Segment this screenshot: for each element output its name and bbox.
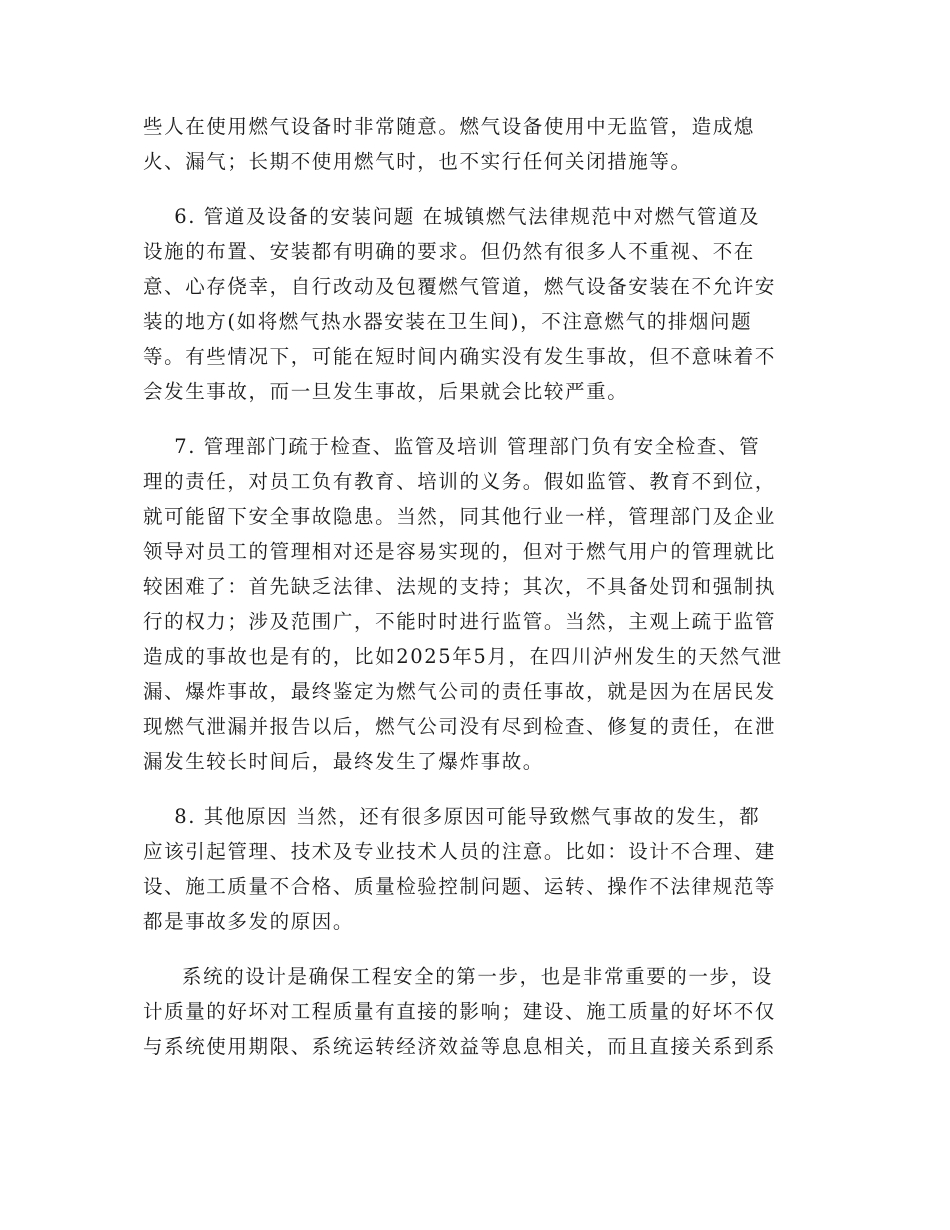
paragraph-1-line-1: 些人在使用燃气设备时非常随意。燃气设备使用中无监管，造成熄 <box>143 115 755 138</box>
paragraph-3-line-2: 理的责任，对员工负有教育、培训的义务。假如监管、教育不到位， <box>143 470 777 493</box>
paragraph-2-line-5: 等。有些情况下，可能在短时间内确实没有发生事故，但不意味着不 <box>143 345 777 368</box>
paragraph-3-line-7: 造成的事故也是有的，比如2025年5月，在四川泸州发生的天然气泄 <box>143 645 783 668</box>
paragraph-3-line-4: 领导对员工的管理相对还是容易实现的，但对于燃气用户的管理就比 <box>143 540 777 563</box>
paragraph-4-line-4: 都是事故多发的原因。 <box>143 910 355 933</box>
paragraph-2-line-6: 会发生事故，而一旦发生事故，后果就会比较严重。 <box>143 380 629 403</box>
paragraph-5-line-1: 系统的设计是确保工程安全的第一步，也是非常重要的一步，设 <box>143 965 773 988</box>
paragraph-5-line-2: 计质量的好坏对工程质量有直接的影响；建设、施工质量的好坏不仅 <box>143 1000 777 1023</box>
paragraph-5-line-3: 与系统使用期限、系统运转经济效益等息息相关，而且直接关系到系 <box>143 1035 777 1058</box>
paragraph-3-line-9: 现燃气泄漏并报告以后，燃气公司没有尽到检查、修复的责任，在泄 <box>143 715 777 738</box>
paragraph-2-line-1: 6. 管道及设备的安装问题 在城镇燃气法律规范中对燃气管道及 <box>143 205 761 228</box>
paragraph-3-line-5: 较困难了：首先缺乏法律、法规的支持；其次，不具备处罚和强制执 <box>143 575 777 598</box>
paragraph-2-line-4: 装的地方(如将燃气热水器安装在卫生间)，不注意燃气的排烟问题 <box>143 310 753 333</box>
paragraph-2-line-2: 设施的布置、安装都有明确的要求。但仍然有很多人不重视、不在 <box>143 240 755 263</box>
paragraph-3-line-10: 漏发生较长时间后，最终发生了爆炸事故。 <box>143 750 544 773</box>
paragraph-4-line-3: 设、施工质量不合格、质量检验控制问题、运转、操作不法律规范等 <box>143 875 777 898</box>
paragraph-3-line-8: 漏、爆炸事故，最终鉴定为燃气公司的责任事故，就是因为在居民发 <box>143 680 777 703</box>
paragraph-3-line-1: 7. 管理部门疏于检查、监管及培训 管理部门负有安全检查、管 <box>143 435 761 458</box>
paragraph-4-line-1: 8. 其他原因 当然，还有很多原因可能导致燃气事故的发生，都 <box>143 805 761 828</box>
paragraph-3-line-6: 行的权力；涉及范围广，不能时时进行监管。当然，主观上疏于监管 <box>143 610 777 633</box>
paragraph-2-line-3: 意、心存侥幸，自行改动及包覆燃气管道，燃气设备安装在不允许安 <box>143 275 777 298</box>
paragraph-4-line-2: 应该引起管理、技术及专业技术人员的注意。比如：设计不合理、建 <box>143 840 777 863</box>
paragraph-3-line-3: 就可能留下安全事故隐患。当然，同其他行业一样，管理部门及企业 <box>143 505 777 528</box>
paragraph-1-line-2: 火、漏气；长期不使用燃气时，也不实行任何关闭措施等。 <box>143 150 692 173</box>
